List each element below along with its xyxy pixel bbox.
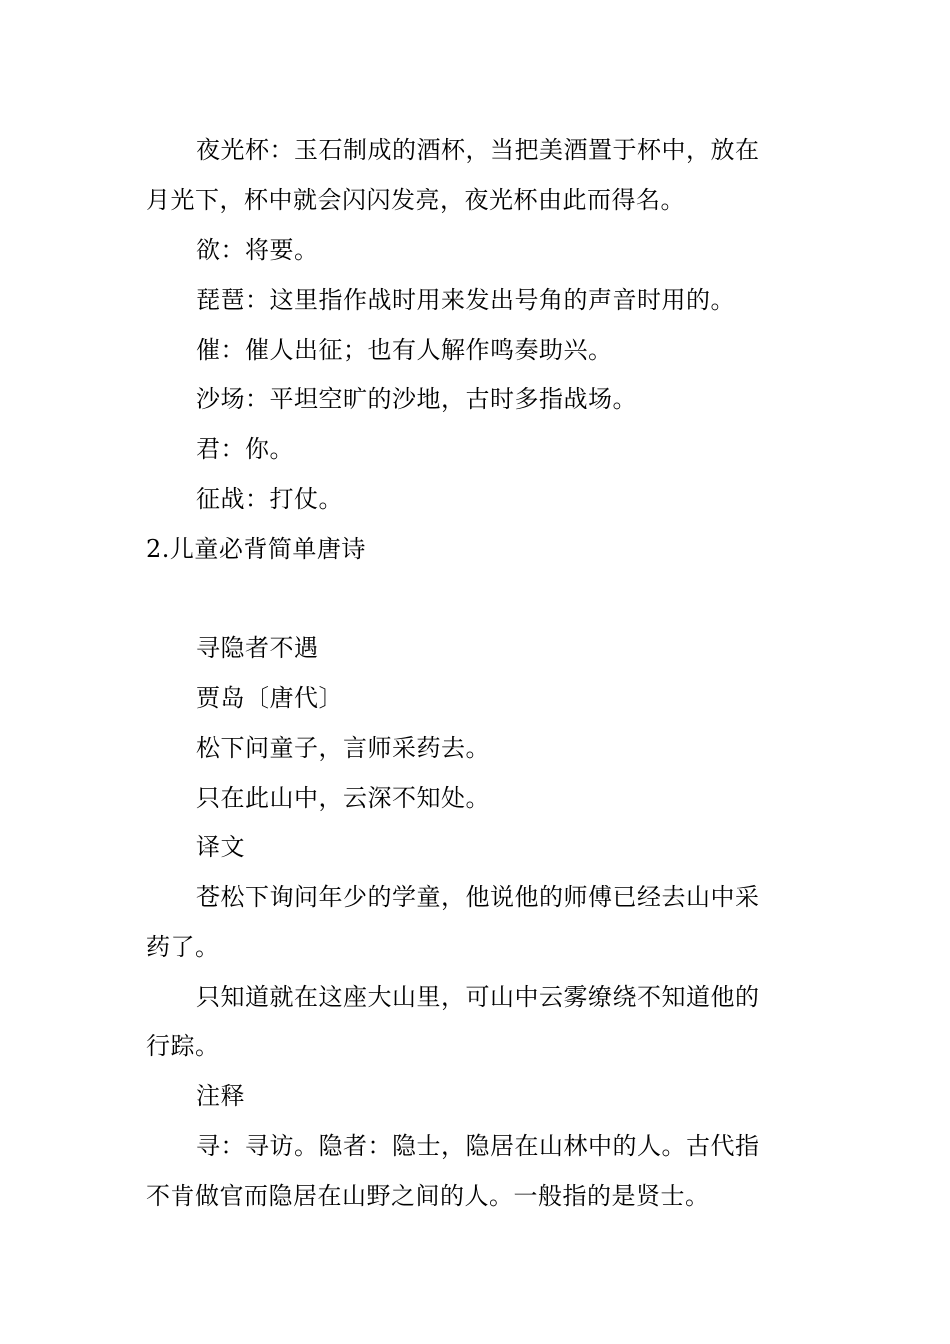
note-yeguangbei-line-2: 月光下，杯中就会闪闪发亮，夜光杯由此而得名。 xyxy=(146,186,685,214)
annotation-heading: 注释 xyxy=(196,1082,245,1110)
poem-title: 寻隐者不遇 xyxy=(196,634,319,662)
section-heading: 2.儿童必背简单唐诗 xyxy=(146,535,366,563)
note-zhengzhan: 征战：打仗。 xyxy=(196,485,343,513)
translation-paragraph-1-line-2: 药了。 xyxy=(146,933,220,961)
annotation-paragraph-line-1: 寻：寻访。隐者：隐士，隐居在山林中的人。古代指 xyxy=(196,1132,760,1160)
translation-paragraph-1-line-1: 苍松下询问年少的学童，他说他的师傅已经去山中采 xyxy=(196,883,760,911)
annotation-paragraph-line-2: 不肯做官而隐居在山野之间的人。一般指的是贤士。 xyxy=(146,1182,710,1210)
note-jun: 君：你。 xyxy=(196,435,294,463)
poem-line: 松下问童子，言师采药去。 xyxy=(196,734,490,762)
translation-paragraph-2-line-2: 行踪。 xyxy=(146,1032,220,1060)
translation-heading: 译文 xyxy=(196,833,245,861)
translation-paragraph-2-line-1: 只知道就在这座大山里，可山中云雾缭绕不知道他的 xyxy=(196,983,760,1011)
note-yu: 欲：将要。 xyxy=(196,236,319,264)
note-pipa: 琵琶：这里指作战时用来发出号角的声音时用的。 xyxy=(196,286,735,314)
poem-line: 只在此山中，云深不知处。 xyxy=(196,784,490,812)
poem-author: 贾岛〔唐代〕 xyxy=(196,684,343,712)
note-cui: 催：催人出征；也有人解作鸣奏助兴。 xyxy=(196,336,613,364)
note-yeguangbei-line-1: 夜光杯：玉石制成的酒杯，当把美酒置于杯中，放在 xyxy=(196,136,760,164)
note-shachang: 沙场：平坦空旷的沙地，古时多指战场。 xyxy=(196,385,637,413)
